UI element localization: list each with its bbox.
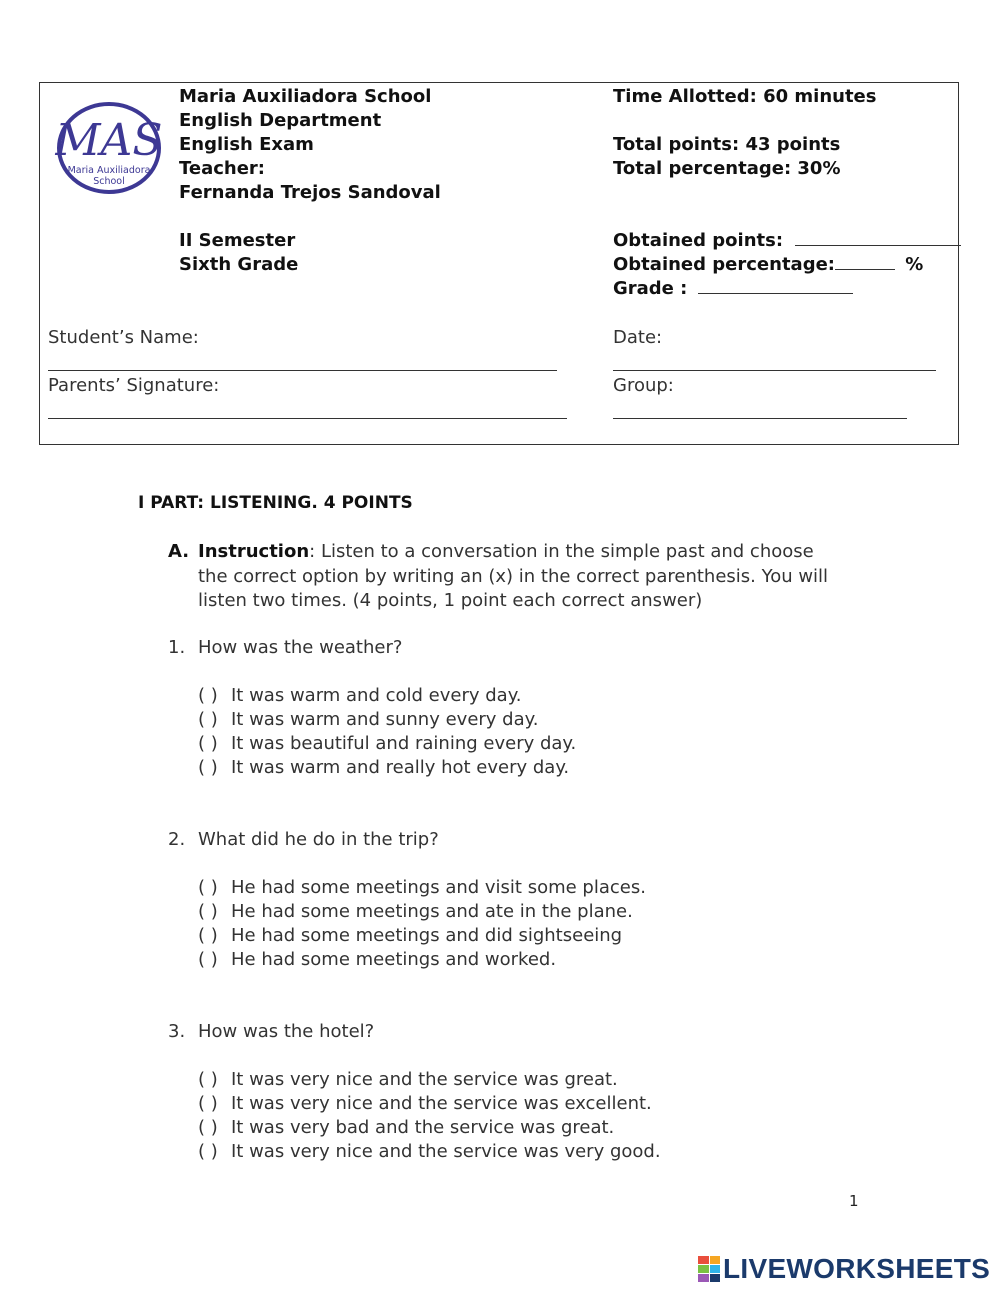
option-2a[interactable]	[198, 877, 646, 898]
group-line[interactable]	[613, 418, 907, 419]
option-3b[interactable]	[198, 1093, 652, 1114]
option-3d[interactable]	[198, 1141, 661, 1162]
instruction-letter: A.	[168, 541, 190, 562]
option-1a[interactable]	[198, 685, 522, 706]
group-label: Group:	[613, 375, 674, 396]
teacher-name: Fernanda Trejos Sandoval	[179, 182, 441, 203]
date-line[interactable]	[613, 370, 936, 371]
logo-caption-2: School	[93, 176, 125, 187]
exam-header	[39, 82, 959, 445]
page-number: 1	[849, 1192, 859, 1210]
question-number: 1.	[168, 637, 186, 658]
students-name-line[interactable]	[48, 370, 557, 371]
department: English Department	[179, 110, 382, 131]
parents-signature-line[interactable]	[48, 418, 567, 419]
liveworksheets-brand[interactable]	[698, 1253, 990, 1285]
instruction	[168, 540, 848, 614]
option-text: He had some meetings and ate in the plane.	[231, 901, 633, 922]
option-text: It was very nice and the service was very good.	[231, 1141, 661, 1162]
option-text: It was warm and sunny every day.	[231, 709, 539, 730]
semester: II Semester	[179, 230, 296, 251]
option-text: It was very nice and the service was great.	[231, 1069, 618, 1090]
option-3c[interactable]	[198, 1117, 614, 1138]
option-parens[interactable]: ( )	[198, 757, 218, 778]
option-1c[interactable]	[198, 733, 576, 754]
option-parens[interactable]: ( )	[198, 1117, 218, 1138]
percent-sign: %	[905, 254, 924, 275]
grade-level: Sixth Grade	[179, 254, 299, 275]
obtained-percentage-row	[613, 253, 923, 277]
option-text: It was very nice and the service was excellent.	[231, 1093, 652, 1114]
question-number: 2.	[168, 829, 186, 850]
grade-label: Grade :	[613, 278, 688, 299]
obtained-points-row	[613, 229, 961, 253]
option-parens[interactable]: ( )	[198, 949, 218, 970]
instruction-label: Instruction	[198, 541, 310, 562]
parents-signature-label: Parents’ Signature:	[48, 375, 220, 396]
liveworksheets-icon	[698, 1256, 720, 1282]
time-allotted: Time Allotted: 60 minutes	[613, 86, 877, 107]
grade-row	[613, 277, 853, 301]
brand-name: LIVEWORKSHEETS	[723, 1253, 991, 1284]
teacher-label: Teacher:	[179, 158, 266, 179]
option-parens[interactable]: ( )	[198, 1093, 218, 1114]
option-parens[interactable]: ( )	[198, 877, 218, 898]
instruction-text: : Listen to a conversation in the simple past and choose the correct option by writing an (x) in the correct parenthesis. You will listen two times. (4 points, 1 point each correct answer)	[198, 541, 829, 611]
question-3	[168, 1021, 374, 1042]
option-parens[interactable]: ( )	[198, 685, 218, 706]
students-name-label: Student’s Name:	[48, 327, 199, 348]
option-2d[interactable]	[198, 949, 556, 970]
option-text: It was beautiful and raining every day.	[231, 733, 577, 754]
question-text: How was the hotel?	[198, 1021, 375, 1042]
obtained-percentage-label: Obtained percentage:	[613, 254, 835, 275]
school-name: Maria Auxiliadora School	[179, 86, 432, 107]
school-logo-icon	[54, 93, 164, 203]
option-parens[interactable]: ( )	[198, 709, 218, 730]
logo-caption-1: Maria Auxiliadora	[67, 165, 151, 176]
option-parens[interactable]: ( )	[198, 733, 218, 754]
option-1b[interactable]	[198, 709, 538, 730]
option-text: He had some meetings and worked.	[231, 949, 557, 970]
option-parens[interactable]: ( )	[198, 1141, 218, 1162]
exam-title: English Exam	[179, 134, 314, 155]
obtained-points-blank[interactable]	[795, 229, 961, 246]
option-text: It was warm and really hot every day.	[231, 757, 570, 778]
option-text: He had some meetings and visit some places.	[231, 877, 646, 898]
question-1	[168, 637, 402, 658]
grade-blank[interactable]	[698, 277, 853, 294]
option-text: It was very bad and the service was great.	[231, 1117, 615, 1138]
logo-initials: MAS	[55, 115, 163, 166]
option-parens[interactable]: ( )	[198, 901, 218, 922]
part-title: I PART: LISTENING. 4 POINTS	[138, 493, 413, 513]
option-1d[interactable]	[198, 757, 569, 778]
option-2b[interactable]	[198, 901, 633, 922]
obtained-percentage-blank[interactable]	[835, 253, 895, 270]
total-percentage: Total percentage: 30%	[613, 158, 841, 179]
total-points: Total points: 43 points	[613, 134, 841, 155]
question-2	[168, 829, 439, 850]
school-logo	[54, 93, 164, 203]
option-3a[interactable]	[198, 1069, 618, 1090]
option-text: He had some meetings and did sightseeing	[231, 925, 623, 946]
obtained-points-label: Obtained points:	[613, 230, 784, 251]
option-2c[interactable]	[198, 925, 622, 946]
date-label: Date:	[613, 327, 663, 348]
option-text: It was warm and cold every day.	[231, 685, 522, 706]
question-number: 3.	[168, 1021, 186, 1042]
question-text: What did he do in the trip?	[198, 829, 439, 850]
question-text: How was the weather?	[198, 637, 403, 658]
option-parens[interactable]: ( )	[198, 925, 218, 946]
option-parens[interactable]: ( )	[198, 1069, 218, 1090]
